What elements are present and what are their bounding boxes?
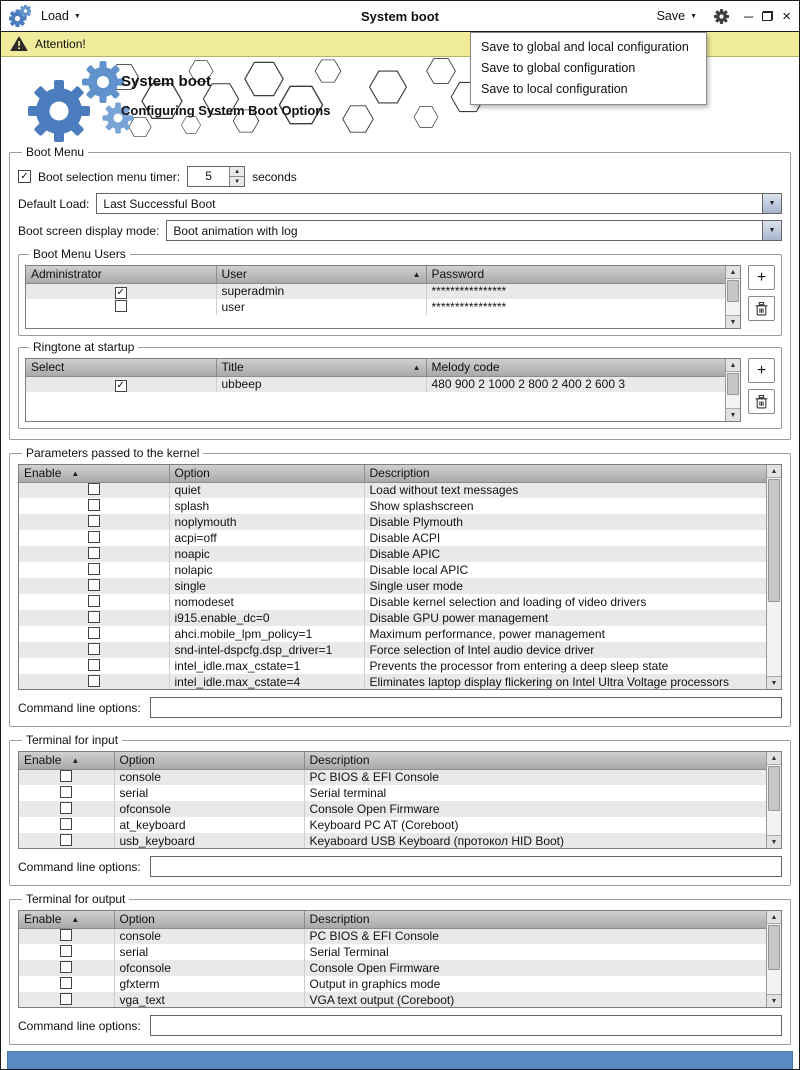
cell-desc: Serial Terminal <box>304 944 766 960</box>
timer-unit-label: seconds <box>252 169 297 184</box>
row-checkbox[interactable] <box>88 531 100 543</box>
save-menu-label: Save <box>656 9 686 23</box>
ringtone-table <box>25 358 741 422</box>
trash-icon <box>755 395 768 409</box>
table-row[interactable] <box>19 928 766 944</box>
cell-desc: Disable GPU power management <box>364 610 766 626</box>
display-mode-label: Boot screen display mode: <box>18 223 160 238</box>
checkbox-cell <box>19 482 169 498</box>
scroll-thumb[interactable] <box>768 479 780 602</box>
row-checkbox[interactable] <box>88 579 100 591</box>
ringtone-section <box>18 340 782 429</box>
cell-desc: Disable local APIC <box>364 562 766 578</box>
sort-asc-icon: ▲ <box>71 756 80 766</box>
scroll-thumb[interactable] <box>727 373 739 395</box>
terminal-input-table <box>18 751 782 849</box>
terminal-input-cmdline-label: Command line options: <box>18 859 141 874</box>
checkbox-cell <box>19 498 169 514</box>
row-checkbox[interactable] <box>115 300 127 312</box>
terminal-output-section <box>9 892 791 1045</box>
row-checkbox[interactable]: ✓ <box>116 379 125 391</box>
ringtone-scrollbar[interactable] <box>725 359 740 421</box>
checkbox-cell <box>19 769 114 785</box>
cell-user: user <box>216 299 426 315</box>
sort-asc-icon: ▲ <box>71 915 80 925</box>
boot-gears-logo <box>19 59 139 143</box>
table-row[interactable] <box>19 530 766 546</box>
row-checkbox[interactable] <box>88 515 100 527</box>
table-row[interactable] <box>19 642 766 658</box>
cell-password: **************** <box>426 299 725 315</box>
minimize-button[interactable]: ─ <box>744 8 754 24</box>
table-row[interactable] <box>19 658 766 674</box>
kernel-scrollbar[interactable] <box>766 465 781 689</box>
cell-option: console <box>114 928 304 944</box>
boot-menu-users-legend: Boot Menu Users <box>33 247 126 261</box>
scroll-thumb[interactable] <box>768 925 780 970</box>
row-checkbox[interactable] <box>60 945 72 957</box>
cell-desc: Single user mode <box>364 578 766 594</box>
column-header-option[interactable]: Option <box>114 911 304 928</box>
scroll-down-button[interactable]: ▼ <box>767 835 781 848</box>
ringtone-legend: Ringtone at startup <box>33 340 135 354</box>
table-row[interactable] <box>19 514 766 530</box>
cell-desc: Serial terminal <box>304 785 766 801</box>
scroll-up-button[interactable]: ▲ <box>726 359 740 372</box>
cell-desc: Keyboard PC AT (Coreboot) <box>304 817 766 833</box>
kernel-parameters-legend: Parameters passed to the kernel <box>26 446 200 460</box>
table-row[interactable] <box>19 960 766 976</box>
cell-option: intel_idle.max_cstate=1 <box>169 658 364 674</box>
terminal-output-cmdline-label: Command line options: <box>18 1018 141 1033</box>
checkbox-cell <box>19 801 114 817</box>
table-row[interactable] <box>19 801 766 817</box>
warning-triangle-icon <box>10 36 28 52</box>
terminal-output-scrollbar[interactable] <box>766 911 781 1007</box>
column-header-enable[interactable]: Enable ▲ <box>19 752 114 769</box>
table-row[interactable] <box>26 376 725 392</box>
column-header-melody[interactable]: Melody code <box>426 359 725 376</box>
checkbox-cell <box>26 299 216 315</box>
boot-menu-legend: Boot Menu <box>26 145 85 159</box>
checkbox-cell <box>19 658 169 674</box>
cell-desc: VGA text output (Coreboot) <box>304 992 766 1008</box>
scroll-down-button[interactable]: ▼ <box>726 315 740 328</box>
save-menu-button[interactable] <box>653 7 701 25</box>
timer-checkbox[interactable]: ✓ <box>18 170 31 183</box>
scroll-down-button[interactable]: ▼ <box>767 676 781 689</box>
cell-option: snd-intel-dspcfg.dsp_driver=1 <box>169 642 364 658</box>
cell-option: splash <box>169 498 364 514</box>
scroll-thumb[interactable] <box>727 280 739 302</box>
row-checkbox[interactable] <box>88 563 100 575</box>
cell-option: vga_text <box>114 992 304 1008</box>
delete-ringtone-button[interactable] <box>748 389 775 414</box>
row-checkbox[interactable] <box>60 961 72 973</box>
display-mode-value: Boot animation with log <box>173 223 298 238</box>
kernel-cmdline-label: Command line options: <box>18 700 141 715</box>
page-title: System boot <box>121 73 212 90</box>
checkbox-cell <box>19 514 169 530</box>
window-title: System boot <box>360 8 439 24</box>
table-row[interactable] <box>19 482 766 498</box>
column-header-option[interactable]: Option <box>114 752 304 769</box>
table-row[interactable] <box>19 546 766 562</box>
default-load-combobox[interactable] <box>96 193 782 214</box>
row-checkbox[interactable] <box>88 611 100 623</box>
cell-desc: Maximum performance, power management <box>364 626 766 642</box>
timer-value: 5 <box>205 169 212 183</box>
checkbox-cell <box>19 642 169 658</box>
checkbox-cell <box>19 817 114 833</box>
row-checkbox[interactable] <box>88 627 100 639</box>
cell-password: **************** <box>426 283 725 299</box>
sort-asc-icon: ▲ <box>412 270 421 280</box>
row-checkbox[interactable] <box>60 834 72 846</box>
row-checkbox[interactable]: ✓ <box>116 286 125 298</box>
boot-menu-section <box>9 145 791 440</box>
table-row[interactable] <box>19 674 766 690</box>
table-row[interactable] <box>19 578 766 594</box>
table-row[interactable] <box>19 992 766 1008</box>
cell-option: usb_keyboard <box>114 833 304 849</box>
table-row[interactable] <box>19 817 766 833</box>
cell-option: serial <box>114 944 304 960</box>
terminal-input-section <box>9 733 791 886</box>
column-header-enable[interactable]: Enable ▲ <box>19 465 169 482</box>
row-checkbox[interactable] <box>60 993 72 1005</box>
settings-gear-icon[interactable] <box>713 8 730 25</box>
cell-option: ahci.mobile_lpm_policy=1 <box>169 626 364 642</box>
cell-desc: Prevents the processor from entering a deep sleep state <box>364 658 766 674</box>
menu-item-save-global-and-local[interactable]: Save to global and local configuration <box>481 40 689 54</box>
cell-option: serial <box>114 785 304 801</box>
row-checkbox[interactable] <box>88 483 100 495</box>
kernel-parameters-section <box>9 446 791 727</box>
cell-desc: Show splashscreen <box>364 498 766 514</box>
checkbox-cell <box>19 833 114 849</box>
cell-option: i915.enable_dc=0 <box>169 610 364 626</box>
checkbox-cell <box>19 960 114 976</box>
kernel-table <box>18 464 782 690</box>
attention-label: Attention! <box>35 37 86 51</box>
cell-desc: Disable kernel selection and loading of video drivers <box>364 594 766 610</box>
cell-option: at_keyboard <box>114 817 304 833</box>
row-checkbox[interactable] <box>60 929 72 941</box>
cell-option: console <box>114 769 304 785</box>
row-checkbox[interactable] <box>60 818 72 830</box>
table-row[interactable] <box>19 976 766 992</box>
cell-desc: Disable APIC <box>364 546 766 562</box>
app-gears-icon <box>9 5 31 27</box>
cell-desc: Disable ACPI <box>364 530 766 546</box>
row-checkbox[interactable] <box>88 595 100 607</box>
column-header-password[interactable]: Password <box>426 266 725 283</box>
checkbox-cell <box>19 610 169 626</box>
cell-option: gfxterm <box>114 976 304 992</box>
row-checkbox[interactable] <box>88 675 100 687</box>
kernel-cmdline-input[interactable] <box>150 697 782 718</box>
spin-up-button[interactable]: ▲ <box>230 167 244 176</box>
cell-title: ubbeep <box>216 376 426 392</box>
cell-option: noplymouth <box>169 514 364 530</box>
terminal-input-scrollbar[interactable] <box>766 752 781 848</box>
checkbox-cell <box>26 376 216 392</box>
table-row[interactable] <box>19 769 766 785</box>
checkbox-cell <box>19 976 114 992</box>
scroll-up-button[interactable]: ▲ <box>767 911 781 924</box>
scroll-up-button[interactable]: ▲ <box>767 752 781 765</box>
checkbox-cell <box>19 928 114 944</box>
cell-melody: 480 900 2 1000 2 800 2 400 2 600 3 <box>426 376 725 392</box>
timer-spinbox[interactable] <box>187 166 245 187</box>
terminal-output-legend: Terminal for output <box>26 892 126 906</box>
load-menu-label: Load <box>41 9 69 23</box>
checkbox-cell <box>19 626 169 642</box>
checkbox-cell <box>19 944 114 960</box>
add-ringtone-button[interactable]: + <box>748 358 775 383</box>
table-row[interactable] <box>19 562 766 578</box>
table-row[interactable] <box>19 833 766 849</box>
cell-desc: PC BIOS & EFI Console <box>304 769 766 785</box>
checkbox-cell <box>19 546 169 562</box>
checkbox-cell <box>19 530 169 546</box>
table-row[interactable] <box>19 498 766 514</box>
column-header-description[interactable]: Description <box>304 911 766 928</box>
terminal-output-table <box>18 910 782 1008</box>
terminal-input-cmdline-input[interactable] <box>150 856 782 877</box>
cell-option: nomodeset <box>169 594 364 610</box>
menu-item-save-global[interactable]: Save to global configuration <box>481 61 636 75</box>
cell-desc: PC BIOS & EFI Console <box>304 928 766 944</box>
cell-option: acpi=off <box>169 530 364 546</box>
row-checkbox[interactable] <box>60 770 72 782</box>
column-header-user[interactable]: User ▲ <box>216 266 426 283</box>
save-dropdown-menu <box>470 32 707 105</box>
cell-option: ofconsole <box>114 960 304 976</box>
default-load-value: Last Successful Boot <box>103 196 216 211</box>
cell-option: noapic <box>169 546 364 562</box>
chevron-down-icon[interactable]: ▼ <box>762 194 781 213</box>
cell-desc: Load without text messages <box>364 482 766 498</box>
delete-user-button[interactable] <box>748 296 775 321</box>
checkbox-cell <box>19 674 169 690</box>
column-header-select[interactable]: Select <box>26 359 216 376</box>
column-header-description[interactable]: Description <box>304 752 766 769</box>
table-row[interactable] <box>19 594 766 610</box>
cell-option: quiet <box>169 482 364 498</box>
row-checkbox[interactable] <box>88 659 100 671</box>
page-subtitle: Configuring System Boot Options <box>121 103 331 118</box>
row-checkbox[interactable] <box>88 547 100 559</box>
checkbox-cell <box>19 785 114 801</box>
display-mode-combobox[interactable] <box>166 220 782 241</box>
load-menu-button[interactable] <box>37 7 85 25</box>
timer-label: Boot selection menu timer: <box>38 169 181 184</box>
checkbox-cell <box>19 562 169 578</box>
cell-desc: Keyaboard USB Keyboard (протокол HID Boot) <box>304 833 766 849</box>
row-checkbox[interactable] <box>60 802 72 814</box>
add-user-button[interactable]: + <box>748 265 775 290</box>
table-row[interactable] <box>19 626 766 642</box>
column-header-administrator[interactable]: Administrator <box>26 266 216 283</box>
table-row[interactable] <box>19 944 766 960</box>
row-checkbox[interactable] <box>60 786 72 798</box>
scroll-up-button[interactable]: ▲ <box>726 266 740 279</box>
terminal-output-cmdline-input[interactable] <box>150 1015 782 1036</box>
users-scrollbar[interactable] <box>725 266 740 328</box>
chevron-down-icon: ▼ <box>73 12 81 20</box>
cell-option: ofconsole <box>114 801 304 817</box>
maximize-button[interactable] <box>762 11 773 21</box>
status-bar <box>7 1051 793 1070</box>
cell-desc: Force selection of Intel audio device driver <box>364 642 766 658</box>
sort-asc-icon: ▲ <box>412 363 421 373</box>
scroll-thumb[interactable] <box>768 766 780 811</box>
cell-desc: Eliminates laptop display flickering on Intel Ultra Voltage processors <box>364 674 766 690</box>
hexagon-pattern <box>96 57 496 145</box>
menu-item-save-local[interactable]: Save to local configuration <box>481 82 628 96</box>
sort-asc-icon: ▲ <box>71 469 80 479</box>
titlebar <box>1 1 799 32</box>
chevron-down-icon: ▼ <box>690 12 698 20</box>
column-header-option[interactable]: Option <box>169 465 364 482</box>
close-button[interactable]: × <box>782 7 791 25</box>
terminal-input-legend: Terminal for input <box>26 733 119 747</box>
table-row[interactable] <box>19 610 766 626</box>
table-row[interactable] <box>26 299 725 315</box>
default-load-label: Default Load: <box>18 196 90 211</box>
cell-option: intel_idle.max_cstate=4 <box>169 674 364 690</box>
cell-desc: Console Open Firmware <box>304 801 766 817</box>
cell-desc: Console Open Firmware <box>304 960 766 976</box>
users-table <box>25 265 741 329</box>
cell-option: single <box>169 578 364 594</box>
checkbox-cell <box>19 578 169 594</box>
cell-user: superadmin <box>216 283 426 299</box>
trash-icon <box>755 302 768 316</box>
cell-desc: Disable Plymouth <box>364 514 766 530</box>
checkbox-cell <box>19 594 169 610</box>
cell-option: nolapic <box>169 562 364 578</box>
row-checkbox[interactable] <box>88 643 100 655</box>
row-checkbox[interactable] <box>60 977 72 989</box>
row-checkbox[interactable] <box>88 499 100 511</box>
table-row[interactable] <box>19 785 766 801</box>
chevron-down-icon[interactable]: ▼ <box>762 221 781 240</box>
column-header-enable[interactable]: Enable ▲ <box>19 911 114 928</box>
table-row[interactable] <box>26 283 725 299</box>
cell-desc: Output in graphics mode <box>304 976 766 992</box>
checkbox-cell <box>19 992 114 1008</box>
boot-menu-users-section <box>18 247 782 336</box>
scroll-down-button[interactable]: ▼ <box>767 994 781 1007</box>
column-header-description[interactable]: Description <box>364 465 766 482</box>
column-header-title[interactable]: Title ▲ <box>216 359 426 376</box>
checkbox-cell <box>26 283 216 299</box>
spin-down-button[interactable]: ▼ <box>230 176 244 186</box>
scroll-up-button[interactable]: ▲ <box>767 465 781 478</box>
scroll-down-button[interactable]: ▼ <box>726 408 740 421</box>
